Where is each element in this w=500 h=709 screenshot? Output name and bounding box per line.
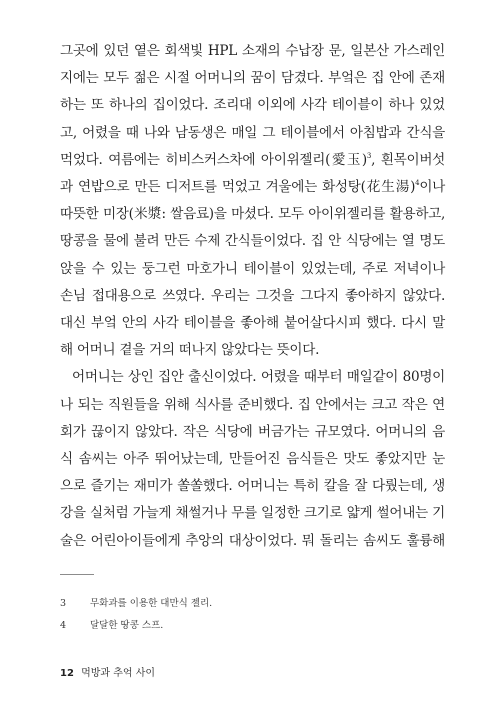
text-line: 술은 어린아이들에게 추앙의 대상이었다. 뭐 돌리는 솜씨도 훌륭해 <box>60 532 445 549</box>
text-line: 강을 실처럼 가늘게 채썰거나 무를 일정한 크기로 얇게 썰어내는 기 <box>60 505 445 522</box>
paragraph-1 <box>60 38 445 364</box>
text-line: 식 솜씨는 아주 뛰어났는데, 만들어진 음식들은 맛도 좋았지만 눈 <box>60 451 445 468</box>
text-line: 고, 어렸을 때 나와 남동생은 매일 그 테이블에서 아침밥과 간식을 <box>60 124 445 141</box>
text-line: 손님 접대용으로 쓰였다. 우리는 그것을 그다지 좋아하지 않았다. <box>60 287 445 304</box>
text-line: 지에는 모두 젊은 시절 어머니의 꿈이 담겼다. 부엌은 집 안에 존재 <box>60 70 445 87</box>
text-line: 대신 부엌 안의 사각 테이블을 좋아해 붙어살다시피 했다. 다시 말 <box>60 315 445 332</box>
text-line: 하는 또 하나의 집이었다. 조리대 이외에 사각 테이블이 하나 있었 <box>60 97 445 114</box>
footnote-divider <box>60 574 94 575</box>
text-line: 어머니는 상인 집안 출신이었다. 어렸을 때부터 매일같이 80명이 <box>72 369 445 386</box>
text-segment: 과 연밥으로 만든 디저트를 먹었고 겨울에는 화성탕(花生湯) <box>60 179 416 196</box>
footnote-number: 3 <box>60 598 67 609</box>
text-line <box>60 147 445 174</box>
text-line: 앉을 수 있는 둥그런 마호가니 테이블이 있었는데, 주로 저녁이나 <box>60 260 445 277</box>
text-line: 그곳에 있던 옅은 회색빛 HPL 소재의 수납장 문, 일본산 가스레인 <box>60 43 445 59</box>
paragraph-2 <box>60 364 445 554</box>
text-line: 나 되는 직원들을 위해 식사를 준비했다. 집 안에서는 크고 작은 연 <box>60 396 445 413</box>
running-title: 먹방과 추억 사이 <box>81 668 156 679</box>
text-segment: , 흰목이버섯 <box>371 151 445 168</box>
footnotes <box>60 593 445 637</box>
footnote-text: 무화과를 이용한 대만식 젤리. <box>90 598 213 609</box>
footnote-ref-3: 3 <box>366 151 372 160</box>
text-line: 으로 즐기는 재미가 쏠쏠했다. 어머니는 특히 칼을 잘 다뤘는데, 생 <box>60 478 445 495</box>
page-folio <box>60 664 155 679</box>
footnote <box>60 615 445 637</box>
text-line: 따뜻한 미장(米漿: 쌀음료)을 마셨다. 모두 아이위젤리를 활용하고, <box>60 206 445 223</box>
text-line: 회가 끊이지 않았다. 작은 식당에 버금가는 규모였다. 어머니의 음 <box>60 423 445 440</box>
page-number: 12 <box>60 668 74 679</box>
footnote-ref-4: 4 <box>415 179 420 188</box>
body-text <box>60 38 445 555</box>
text-line: 땅콩을 물에 불려 만든 수제 간식들이었다. 집 안 식당에는 열 명도 <box>60 233 445 250</box>
footnote-text: 달달한 땅콩 스프. <box>90 620 164 631</box>
text-segment: 이나 <box>419 179 445 196</box>
text-line: 해 어머니 곁을 거의 떠나지 않았다는 뜻이다. <box>60 342 320 359</box>
footnote <box>60 593 445 615</box>
text-segment: 먹었다. 여름에는 히비스커스차에 아이위젤리(愛玉) <box>60 151 367 168</box>
text-line <box>60 174 445 201</box>
footnote-number: 4 <box>60 620 67 631</box>
